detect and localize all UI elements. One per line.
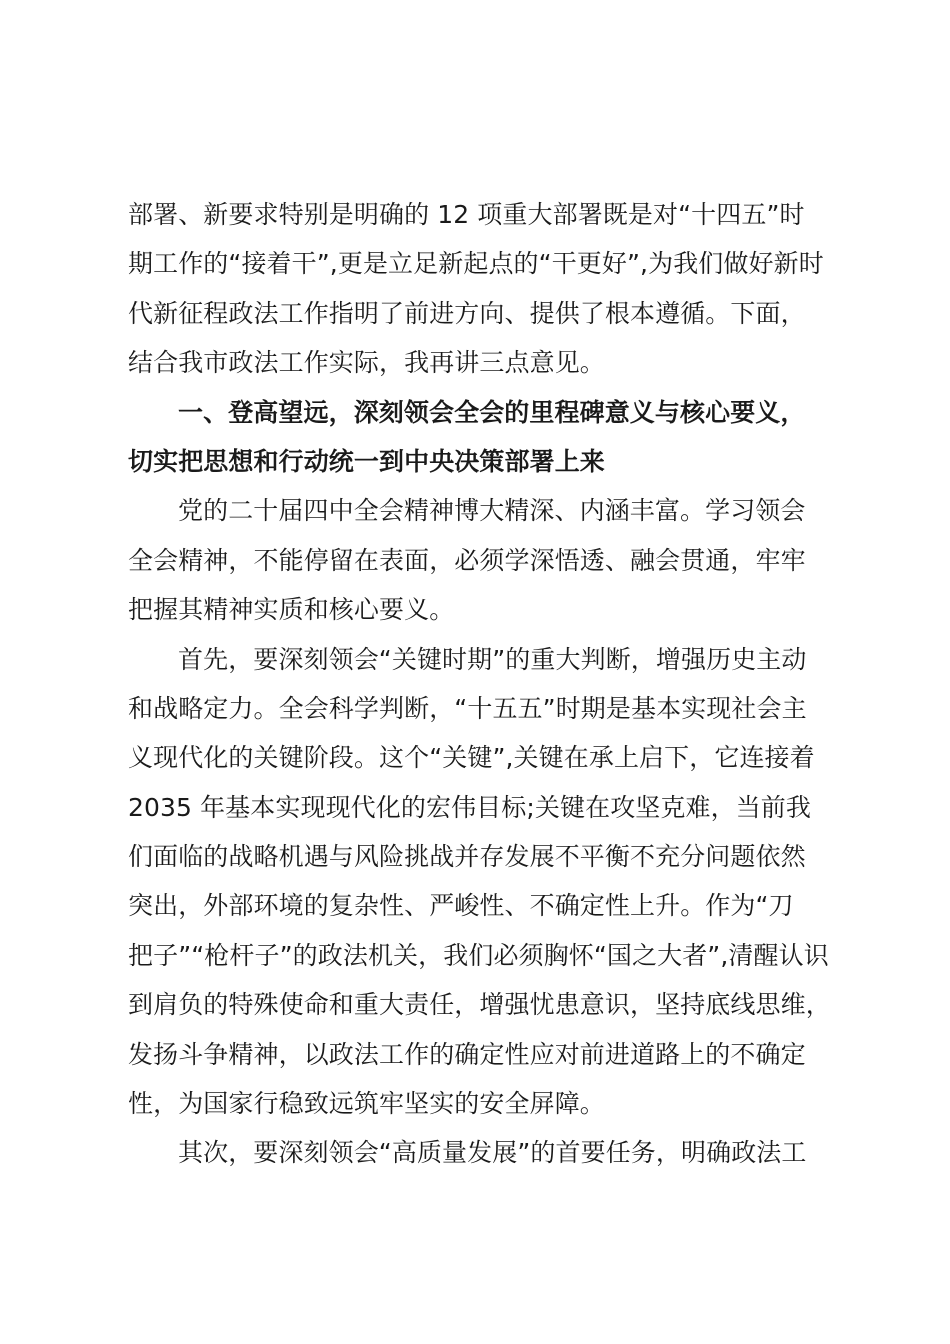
paragraph-line: 把子”“枪杆子”的政法机关，我们必须胸怀“国之大者”,清醒认识 [128, 940, 829, 970]
section-heading-line: 切实把思想和行动统一到中央决策部署上来 [128, 446, 605, 476]
document-body [128, 190, 838, 1178]
paragraph-line: 和战略定力。全会科学判断，“十五五”时期是基本实现社会主 [128, 693, 807, 723]
paragraph-line: 代新征程政法工作指明了前进方向、提供了根本遵循。下面， [128, 298, 806, 328]
paragraph-line: 期工作的“接着干”,更是立足新起点的“干更好”,为我们做好新时 [128, 249, 824, 279]
paragraph-line: 全会精神，不能停留在表面，必须学深悟透、融会贯通，牢牢 [128, 545, 806, 575]
paragraph-line: 们面临的战略机遇与风险挑战并存发展不平衡不充分问题依然 [128, 842, 806, 872]
paragraph-line: 2035 年基本实现现代化的宏伟目标;关键在攻坚克难，当前我 [128, 792, 811, 822]
paragraph-line: 发扬斗争精神，以政法工作的确定性应对前进道路上的不确定 [128, 1039, 806, 1069]
paragraph-line: 结合我市政法工作实际，我再讲三点意见。 [128, 348, 605, 378]
paragraph-line: 把握其精神实质和核心要义。 [128, 595, 455, 625]
paragraph-line: 部署、新要求特别是明确的 12 项重大部署既是对“十四五”时 [128, 200, 805, 229]
paragraph-line: 义现代化的关键阶段。这个“关键”,关键在承上启下，它连接着 [128, 743, 815, 773]
paragraph-line: 性，为国家行稳致远筑牢坚实的安全屏障。 [128, 1089, 605, 1119]
paragraph-line: 党的二十届四中全会精神博大精深、内涵丰富。学习领会 [178, 496, 806, 526]
paragraph-line: 到肩负的特殊使命和重大责任，增强忧患意识，坚持底线思维， [128, 990, 831, 1020]
paragraph-line: 突出，外部环境的复杂性、严峻性、不确定性上升。作为“刀 [128, 891, 794, 921]
section-heading-line: 一、登高望远，深刻领会全会的里程碑意义与核心要义， [178, 397, 806, 427]
paragraph-line: 首先，要深刻领会“关键时期”的重大判断，增强历史主动 [178, 644, 807, 674]
paragraph-line: 其次，要深刻领会“高质量发展”的首要任务，明确政法工 [178, 1138, 807, 1168]
